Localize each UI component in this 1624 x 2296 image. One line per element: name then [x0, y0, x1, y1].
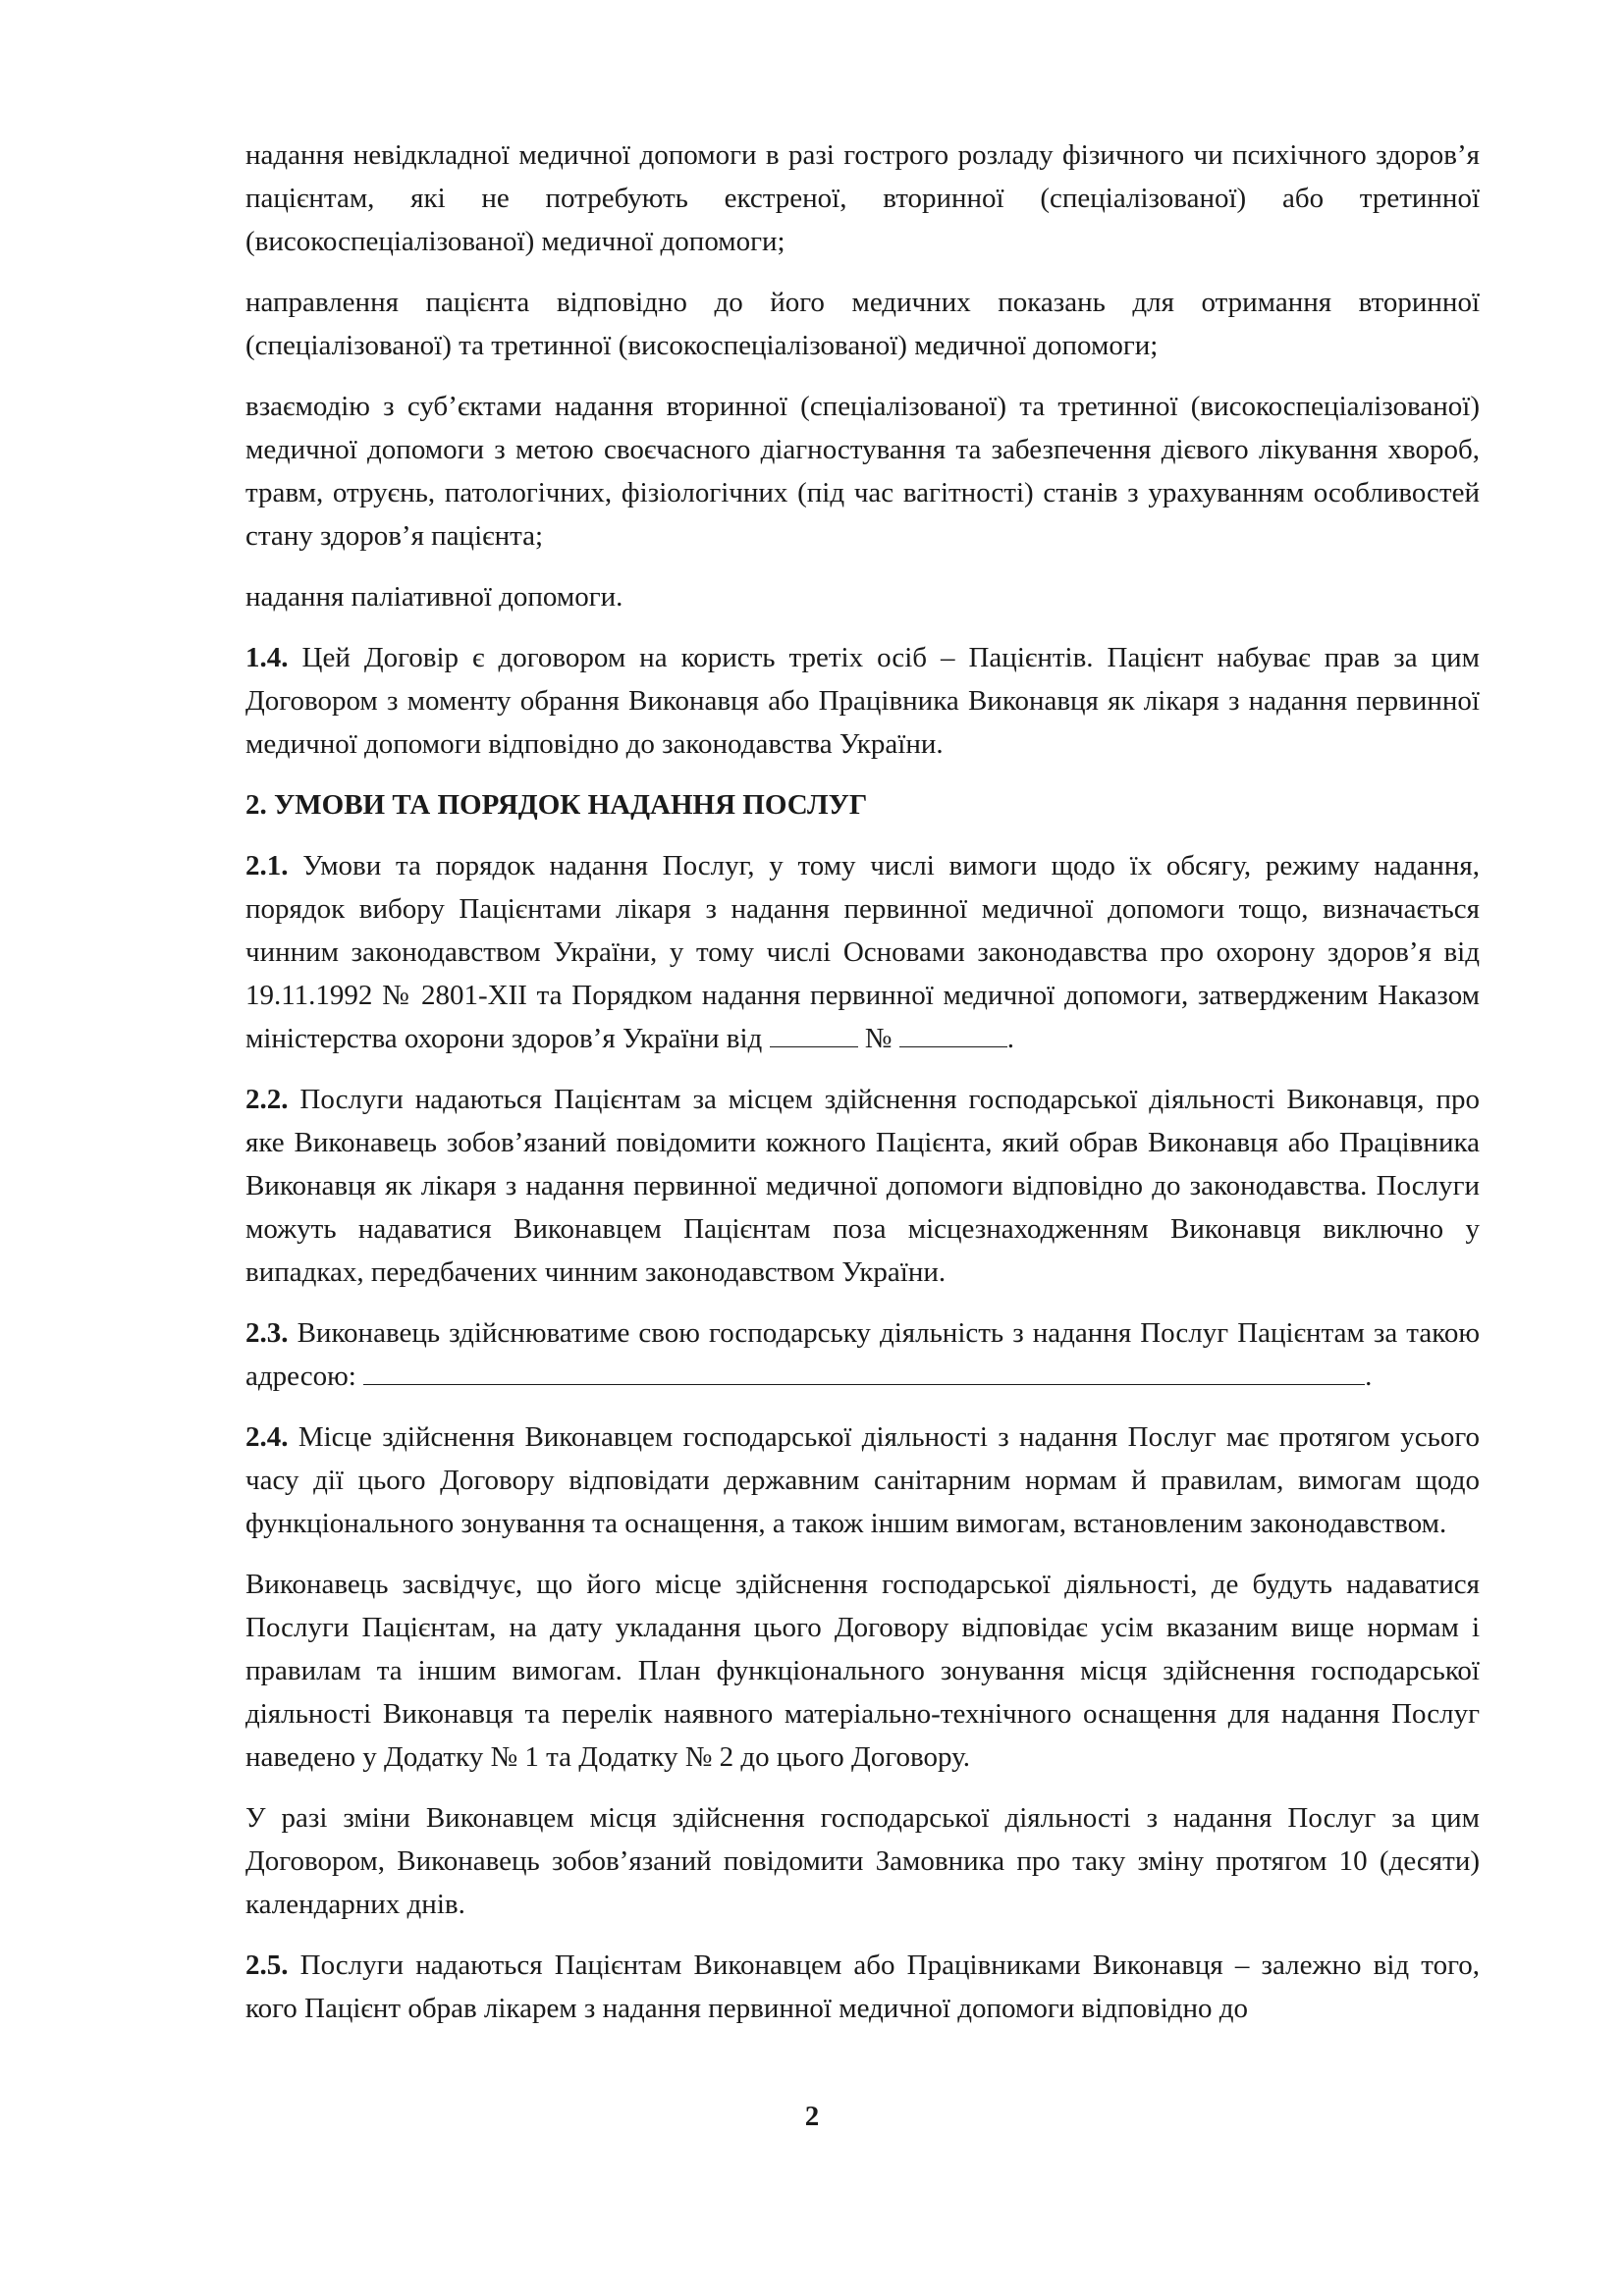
clause-1-4 [245, 636, 1480, 766]
clause-text: Місце здійснення Виконавцем господарської діяльності з надання Послуг має протягом усього часу дії цього Договору відповідати державним санітарним нормам й правилам, вимогам щодо функціонального зонування та оснащення, а також іншим вимогам, встановленим законодавством. [245, 1421, 1480, 1539]
clause-number: 2.3. [245, 1317, 289, 1349]
clause-2-4 [245, 1415, 1480, 1545]
paragraph-compliance: Виконавець засвідчує, що його місце здійснення господарської діяльності, де будуть надаватися Послуги Пацієнтам, на дату укладання цього Договору відповідає усім вказаним вище нормам і правилам та іншим вимогам. План функціонального зонування місця здійснення господарської діяльності Виконавця та перелік наявного матеріально-технічного оснащення для надання Послуг наведено у Додатку № 1 та Додатку № 2 до цього Договору. [245, 1569, 1480, 1773]
clause-text: Умови та порядок надання Послуг, у тому числі вимоги щодо їх обсягу, режиму надання, порядок вибору Пацієнтами лікаря з надання первинної медичної допомоги тощо, визначається чинним законодавством України, у тому числі Основами законодавства про охорону здоров’я від 19.11.1992 № 2801-XII та Порядком надання первинної медичної допомоги, затвердженим Наказом міністерства охорони здоров’я України від [245, 850, 1480, 1054]
clause-number: 2.5. [245, 1949, 289, 1981]
section-2-heading: 2. УМОВИ ТА ПОРЯДОК НАДАННЯ ПОСЛУГ [245, 789, 868, 821]
clause-text: Послуги надаються Пацієнтам Виконавцем або Працівниками Виконавця – залежно від того, кого Пацієнт обрав лікарем з надання первинної медичної допомоги відповідно до [245, 1949, 1480, 2024]
clause-text: Цей Договір є договором на користь третіх осіб – Пацієнтів. Пацієнт набуває прав за цим Договором з моменту обрання Виконавця або Працівника Виконавця як лікаря з надання первинної медичної допомоги відповідно до законодавства України. [245, 642, 1480, 760]
page-number: 2 [804, 2101, 820, 2132]
clause-number: 1.4. [245, 642, 289, 673]
clause-end: . [1006, 1023, 1014, 1054]
address-blank[interactable] [363, 1359, 1365, 1385]
paragraph-palliative: надання паліативної допомоги. [245, 581, 623, 613]
paragraph-change-notice: У разі зміни Виконавцем місця здійснення господарської діяльності з надання Послуг за цим Договором, Виконавець зобов’язаний повідомити Замовника про таку зміну протягом 10 (десяти) календарних днів. [245, 1802, 1480, 1920]
clause-number: 2.2. [245, 1084, 289, 1115]
clause-2-5 [245, 1944, 1480, 2030]
clause-number: 2.4. [245, 1421, 289, 1453]
number-sign: № [864, 1023, 893, 1054]
paragraph-emergency-care: надання невідкладної медичної допомоги в разі гострого розладу фізичного чи психічного здоров’я пацієнтам, які не потребують екстреної, вторинної (спеціалізованої) або третинної (високоспеціалізованої) медичної допомоги; [245, 139, 1480, 257]
clause-end: . [1365, 1361, 1373, 1392]
date-blank[interactable] [770, 1021, 858, 1047]
document-page [245, 133, 1480, 2048]
clause-2-2 [245, 1078, 1480, 1294]
clause-text: Послуги надаються Пацієнтам за місцем здійснення господарської діяльності Виконавця, про яке Виконавець зобов’язаний повідомити кожного Пацієнта, який обрав Виконавця або Працівника Виконавця як лікаря з надання первинної медичної допомоги відповідно до законодавства. Послуги можуть надаватися Виконавцем Пацієнтам поза місцезнаходженням Виконавця виключно у випадках, передбачених чинним законодавством України. [245, 1084, 1480, 1288]
clause-number: 2.1. [245, 850, 289, 881]
clause-2-1 [245, 844, 1480, 1060]
order-number-blank[interactable] [899, 1021, 1007, 1047]
clause-2-3 [245, 1311, 1480, 1398]
paragraph-referral: направлення пацієнта відповідно до його медичних показань для отримання вторинної (спеціалізованої) та третинної (високоспеціалізованої) медичної допомоги; [245, 287, 1480, 361]
paragraph-interaction: взаємодію з суб’єктами надання вторинної (спеціалізованої) та третинної (високоспеціалізованої) медичної допомоги з метою своєчасного діагностування та забезпечення дієвого лікування хвороб, травм, отруєнь, патологічних, фізіологічних (під час вагітності) станів з урахуванням особливостей стану здоров’я пацієнта; [245, 391, 1480, 552]
clause-text: Виконавець здійснюватиме свою господарську діяльність з надання Послуг Пацієнтам за такою адресою: [245, 1317, 1480, 1392]
